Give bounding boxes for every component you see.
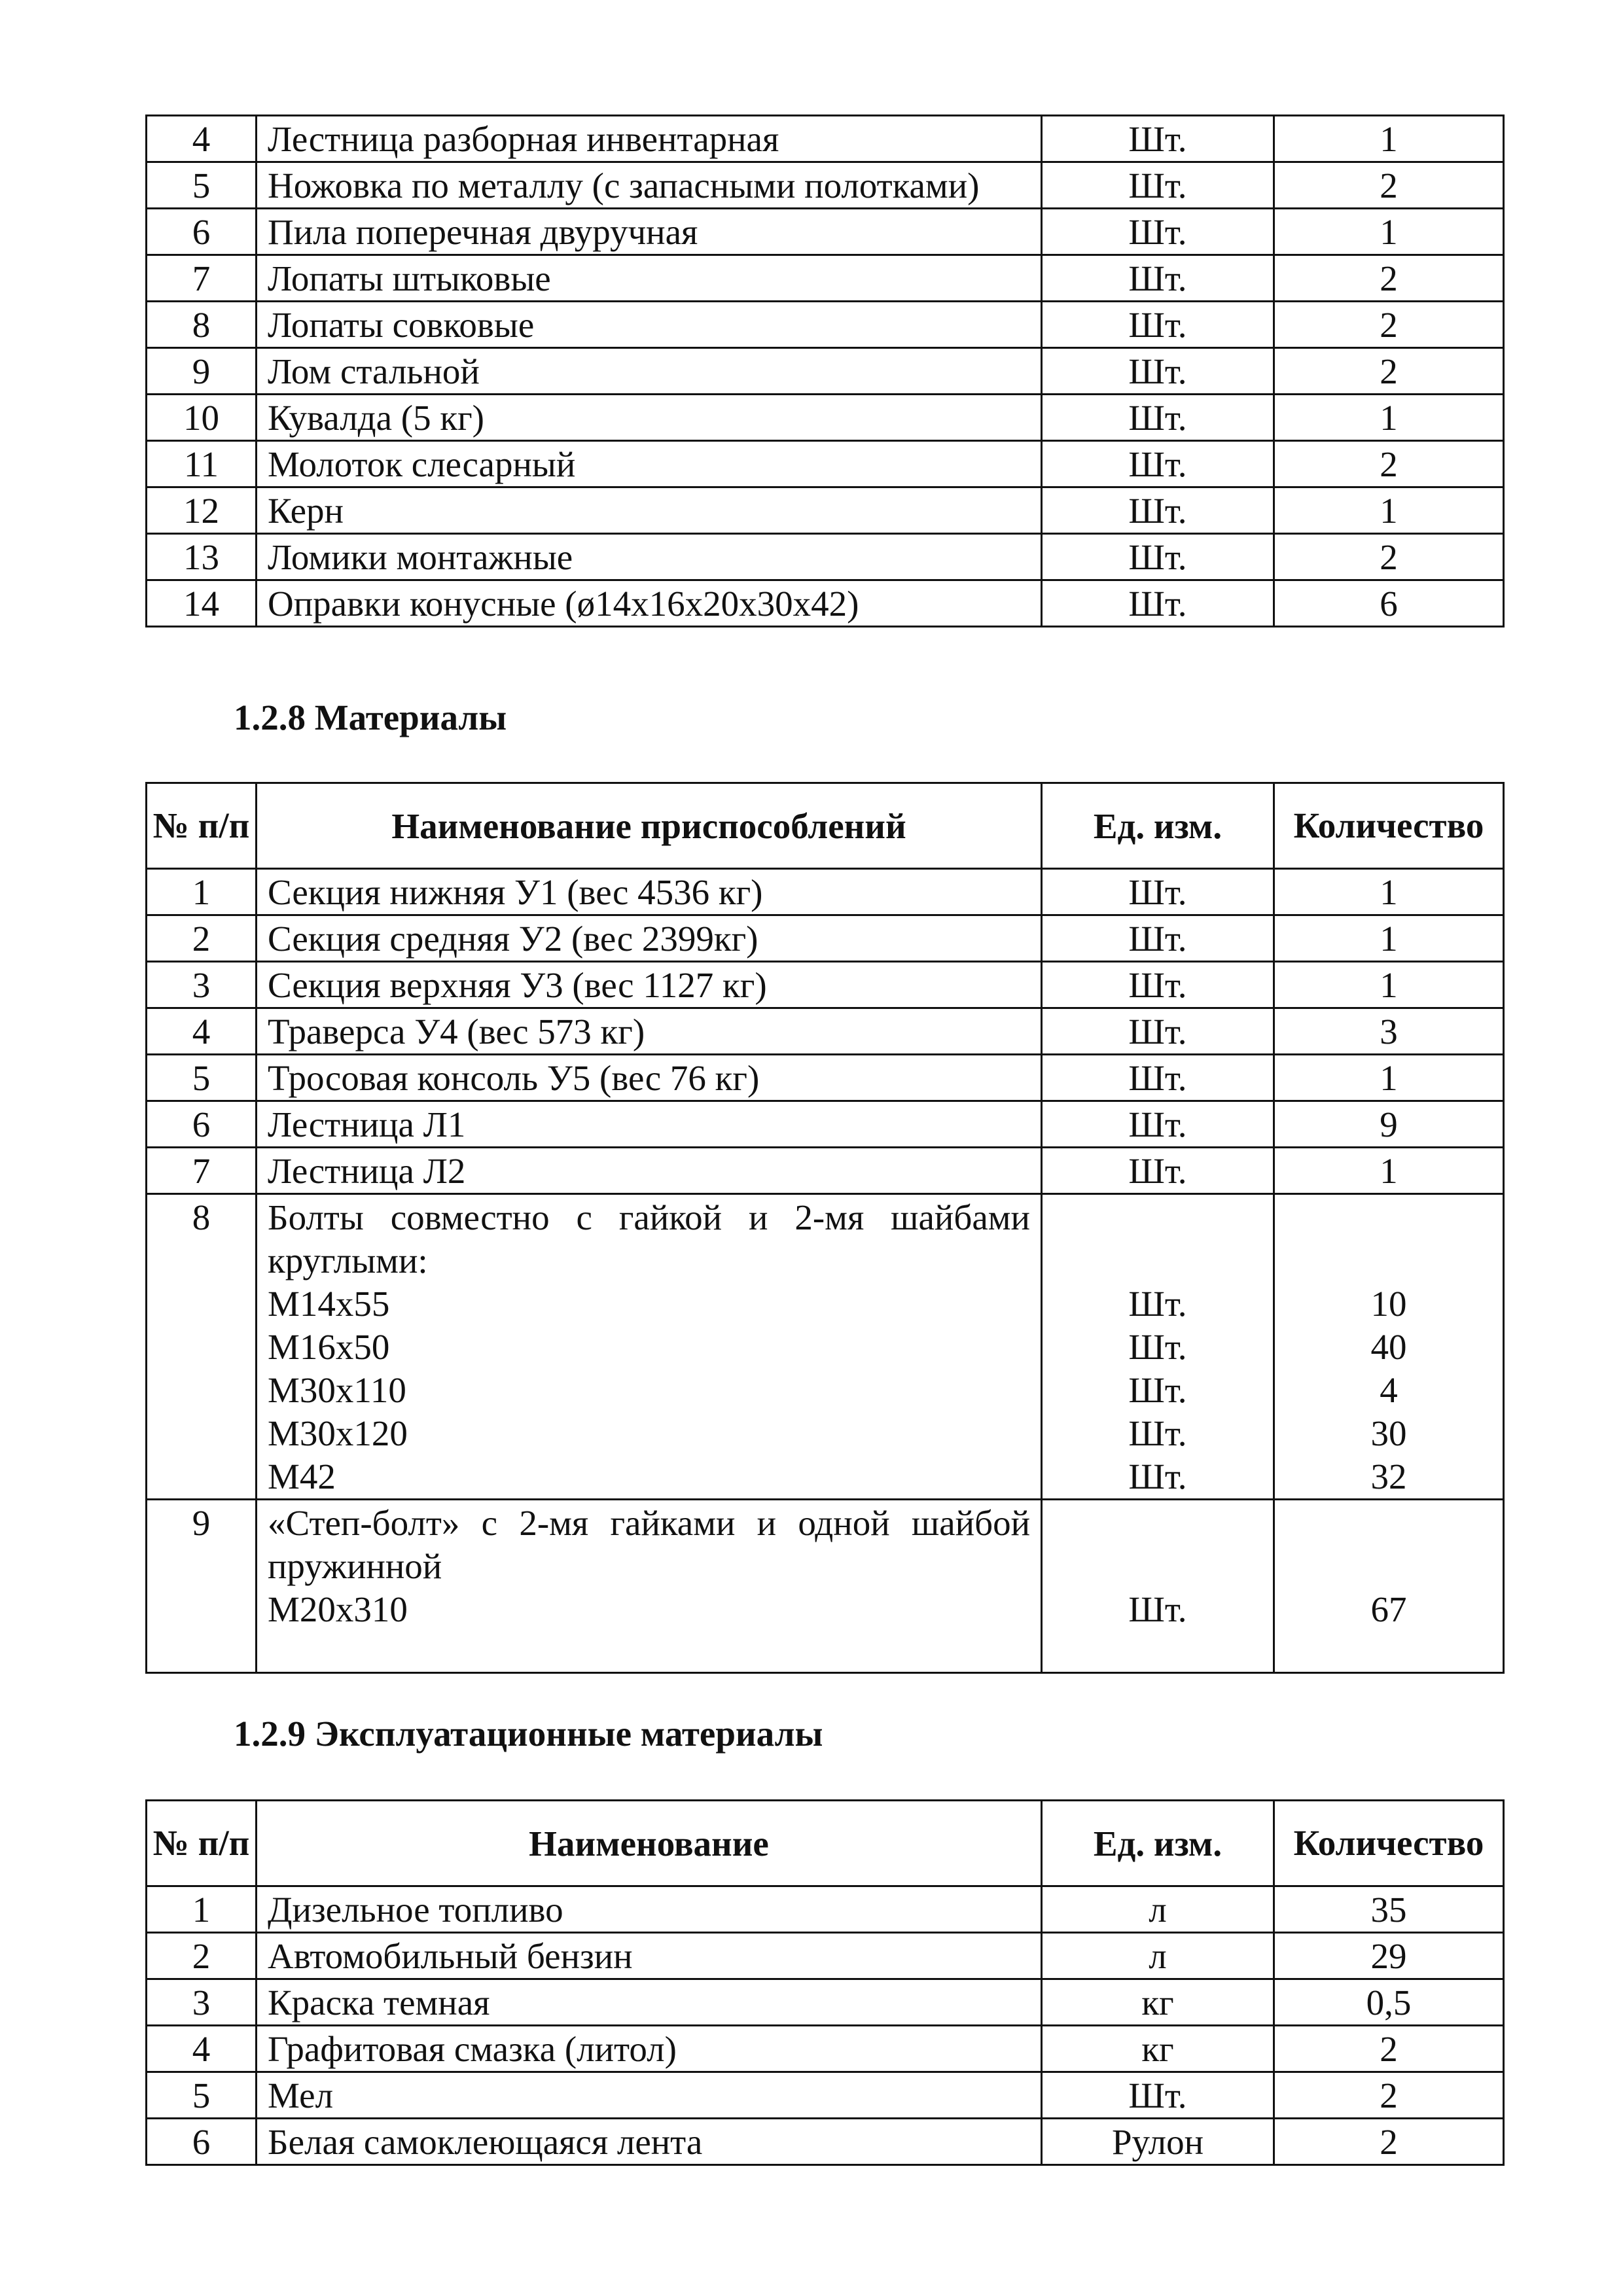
header-number: № п/п: [147, 783, 257, 869]
item-quantity: 2: [1274, 302, 1504, 348]
row-number: 13: [147, 534, 257, 580]
item-quantity: 1: [1274, 395, 1504, 441]
item-unit: Шт.: [1128, 1327, 1187, 1367]
item-quantity: 40: [1370, 1327, 1407, 1367]
item-quantity: 35: [1274, 1886, 1504, 1933]
row-number: 1: [147, 869, 257, 915]
item-unit: Шт.: [1042, 2072, 1274, 2119]
row-number: 2: [147, 1933, 257, 1979]
bolt-size: М42: [268, 1457, 336, 1496]
item-unit: Шт.: [1042, 869, 1274, 915]
item-quantity: 2: [1274, 534, 1504, 580]
row-number: 14: [147, 580, 257, 627]
item-quantity: 1: [1274, 487, 1504, 534]
item-quantity: 2: [1274, 441, 1504, 487]
item-name: Болты совместно с гайкой и 2-мя шайбами круглыми:: [268, 1197, 1030, 1280]
item-unit: Шт.: [1042, 487, 1274, 534]
section-title-materials: 1.2.8 Материалы: [234, 698, 507, 737]
item-unit: Шт.: [1128, 1457, 1187, 1496]
row-number: 6: [147, 2119, 257, 2165]
table-row-bolts: [147, 1194, 1504, 1500]
item-quantity: 1: [1274, 1055, 1504, 1101]
table-row: [147, 1886, 1504, 1933]
step-bolt-qty-cell: [1274, 1500, 1504, 1673]
header-number: № п/п: [147, 1801, 257, 1886]
section-title-consumables: 1.2.9 Эксплуатационные материалы: [234, 1714, 823, 1754]
row-number: 8: [147, 1194, 257, 1500]
item-unit: Шт.: [1042, 441, 1274, 487]
item-quantity: 29: [1274, 1933, 1504, 1979]
item-name: Молоток слесарный: [257, 441, 1042, 487]
item-name: Краска темная: [257, 1979, 1042, 2026]
item-unit: Шт.: [1128, 1589, 1187, 1629]
row-number: 5: [147, 162, 257, 209]
item-name: Секция нижняя У1 (вес 4536 кг): [257, 869, 1042, 915]
item-quantity: 2: [1274, 348, 1504, 395]
item-quantity: 1: [1274, 209, 1504, 255]
row-number: 11: [147, 441, 257, 487]
header-quantity: Количество: [1274, 1801, 1504, 1886]
header-name: Наименование приспособлений: [257, 783, 1042, 869]
bolts-units: [1042, 1194, 1274, 1500]
item-unit: Шт.: [1042, 534, 1274, 580]
table-row: [147, 255, 1504, 302]
item-name: Автомобильный бензин: [257, 1933, 1042, 1979]
table-row: [147, 116, 1504, 162]
table-row: [147, 2119, 1504, 2165]
item-name: Пила поперечная двуручная: [257, 209, 1042, 255]
item-name: Секция средняя У2 (вес 2399кг): [257, 915, 1042, 962]
item-unit: Шт.: [1128, 1413, 1187, 1453]
row-number: 7: [147, 255, 257, 302]
item-quantity: 67: [1370, 1589, 1407, 1629]
item-name: Лопаты штыковые: [257, 255, 1042, 302]
bolt-size: М30х110: [268, 1370, 406, 1410]
item-quantity: 6: [1274, 580, 1504, 627]
table-row: [147, 869, 1504, 915]
table-row: [147, 1148, 1504, 1194]
row-number: 2: [147, 915, 257, 962]
table-row: [147, 580, 1504, 627]
item-unit: Шт.: [1042, 1101, 1274, 1148]
row-number: 7: [147, 1148, 257, 1194]
item-quantity: 4: [1380, 1370, 1398, 1410]
item-name: Графитовая смазка (литол): [257, 2026, 1042, 2072]
item-quantity: 2: [1274, 162, 1504, 209]
row-number: 10: [147, 395, 257, 441]
bolt-size: М14х55: [268, 1284, 390, 1324]
table-row: [147, 2026, 1504, 2072]
bolt-size: М30х120: [268, 1413, 408, 1453]
item-name: «Степ-болт» с 2-мя гайками и одной шайбой пружинной: [268, 1503, 1030, 1586]
row-number: 9: [147, 348, 257, 395]
table-row: [147, 2072, 1504, 2119]
item-name: Секция верхняя У3 (вес 1127 кг): [257, 962, 1042, 1008]
item-quantity: 2: [1274, 255, 1504, 302]
table-row: [147, 209, 1504, 255]
item-name: Лестница разборная инвентарная: [257, 116, 1042, 162]
item-unit: Шт.: [1042, 348, 1274, 395]
step-bolt-unit-cell: [1042, 1500, 1274, 1673]
table-row: [147, 1055, 1504, 1101]
item-quantity: 2: [1274, 2119, 1504, 2165]
table-row: [147, 162, 1504, 209]
item-name: Тросовая консоль У5 (вес 76 кг): [257, 1055, 1042, 1101]
item-name: Мел: [257, 2072, 1042, 2119]
row-number: 4: [147, 1008, 257, 1055]
item-name: Кувалда (5 кг): [257, 395, 1042, 441]
header-unit: Ед. изм.: [1042, 1801, 1274, 1886]
item-quantity: 1: [1274, 915, 1504, 962]
item-unit: Шт.: [1042, 1148, 1274, 1194]
item-quantity: 3: [1274, 1008, 1504, 1055]
table-row: [147, 487, 1504, 534]
item-name: Керн: [257, 487, 1042, 534]
item-quantity: 32: [1370, 1457, 1407, 1496]
item-unit: Шт.: [1042, 1055, 1274, 1101]
bolt-size: М16х50: [268, 1327, 390, 1367]
item-quantity: 1: [1274, 116, 1504, 162]
row-number: 1: [147, 1886, 257, 1933]
item-quantity: 30: [1370, 1413, 1407, 1453]
item-name: Траверса У4 (вес 573 кг): [257, 1008, 1042, 1055]
row-number: 4: [147, 2026, 257, 2072]
table-row: [147, 1979, 1504, 2026]
item-unit: л: [1042, 1933, 1274, 1979]
item-unit: Шт.: [1042, 116, 1274, 162]
item-unit: л: [1042, 1886, 1274, 1933]
table-row: [147, 302, 1504, 348]
item-unit: Шт.: [1042, 209, 1274, 255]
item-unit: Шт.: [1042, 915, 1274, 962]
table-header-row: [147, 1801, 1504, 1886]
tools-table: [145, 115, 1505, 627]
row-number: 6: [147, 1101, 257, 1148]
item-unit: Шт.: [1042, 962, 1274, 1008]
item-unit: Шт.: [1128, 1370, 1187, 1410]
item-unit: Шт.: [1042, 580, 1274, 627]
table-row: [147, 915, 1504, 962]
item-unit: Шт.: [1042, 395, 1274, 441]
consumables-table: [145, 1799, 1505, 2166]
item-unit: Шт.: [1128, 1284, 1187, 1324]
table-row-step-bolt: [147, 1500, 1504, 1673]
item-name: Ломики монтажные: [257, 534, 1042, 580]
item-quantity: 2: [1274, 2026, 1504, 2072]
row-number: 3: [147, 962, 257, 1008]
item-quantity: 1: [1274, 962, 1504, 1008]
table-row: [147, 1933, 1504, 1979]
item-unit: кг: [1042, 1979, 1274, 2026]
item-name: Оправки конусные (ø14х16х20х30х42): [257, 580, 1042, 627]
item-unit: кг: [1042, 2026, 1274, 2072]
item-name: Ножовка по металлу (с запасными полотками): [257, 162, 1042, 209]
item-name: Лопаты совковые: [257, 302, 1042, 348]
row-number: 8: [147, 302, 257, 348]
item-quantity: 1: [1274, 1148, 1504, 1194]
item-quantity: 1: [1274, 869, 1504, 915]
table-row: [147, 1008, 1504, 1055]
item-name: Дизельное топливо: [257, 1886, 1042, 1933]
table-row: [147, 534, 1504, 580]
item-name: Белая самоклеющаяся лента: [257, 2119, 1042, 2165]
step-bolt-size: М20х310: [268, 1589, 408, 1629]
table-row: [147, 962, 1504, 1008]
row-number: 5: [147, 2072, 257, 2119]
header-quantity: Количество: [1274, 783, 1504, 869]
item-unit: Шт.: [1042, 1008, 1274, 1055]
row-number: 6: [147, 209, 257, 255]
row-number: 4: [147, 116, 257, 162]
table-header-row: [147, 783, 1504, 869]
item-unit: Шт.: [1042, 255, 1274, 302]
item-name: Лом стальной: [257, 348, 1042, 395]
item-unit: Рулон: [1042, 2119, 1274, 2165]
row-number: 9: [147, 1500, 257, 1673]
bolts-cell: [257, 1194, 1042, 1500]
row-number: 5: [147, 1055, 257, 1101]
table-row: [147, 441, 1504, 487]
item-name: Лестница Л2: [257, 1148, 1042, 1194]
item-unit: Шт.: [1042, 162, 1274, 209]
table-row: [147, 348, 1504, 395]
table-row: [147, 1101, 1504, 1148]
row-number: 3: [147, 1979, 257, 2026]
materials-table: [145, 782, 1505, 1674]
item-name: Лестница Л1: [257, 1101, 1042, 1148]
row-number: 12: [147, 487, 257, 534]
item-unit: Шт.: [1042, 302, 1274, 348]
item-quantity: 9: [1274, 1101, 1504, 1148]
step-bolt-cell: [257, 1500, 1042, 1673]
header-unit: Ед. изм.: [1042, 783, 1274, 869]
item-quantity: 0,5: [1274, 1979, 1504, 2026]
item-quantity: 2: [1274, 2072, 1504, 2119]
bolts-quantities: [1274, 1194, 1504, 1500]
item-quantity: 10: [1370, 1284, 1407, 1324]
header-name: Наименование: [257, 1801, 1042, 1886]
table-row: [147, 395, 1504, 441]
